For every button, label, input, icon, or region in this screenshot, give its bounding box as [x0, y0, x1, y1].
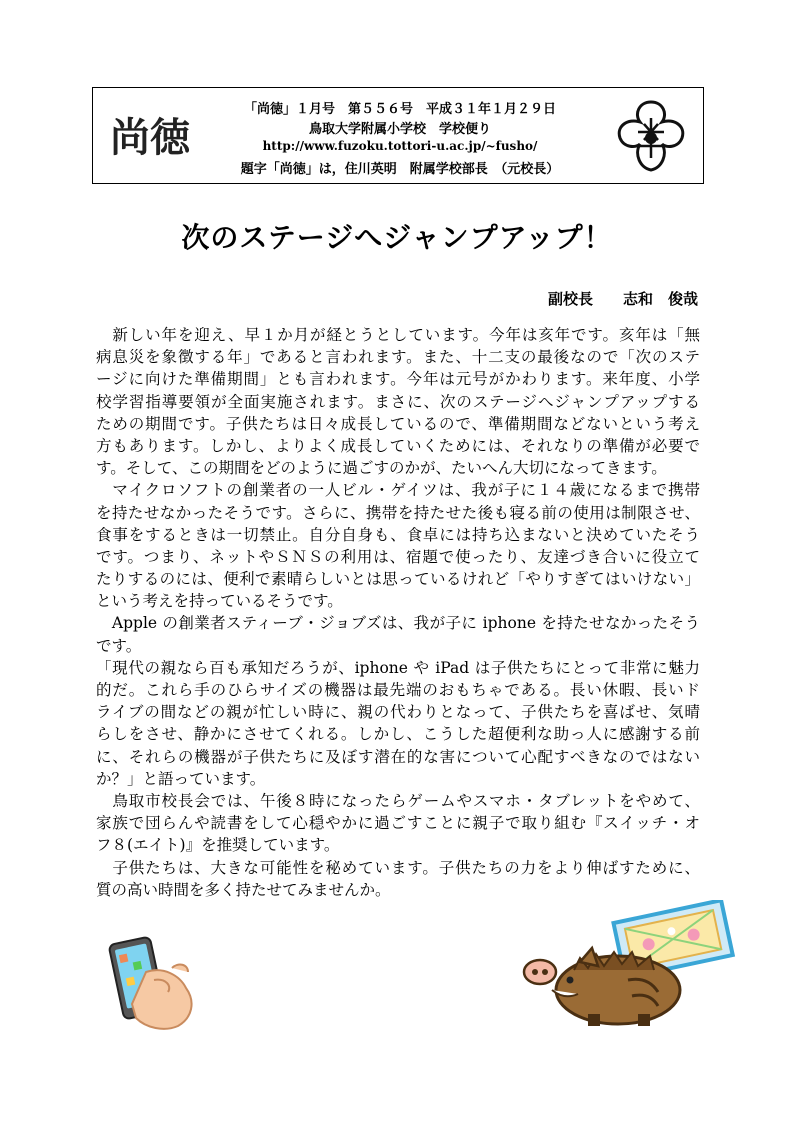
body-line: マイクロソフトの創業者の一人ビル・ゲイツは、我が子に１４歳になるまで携帯: [96, 481, 700, 500]
body-line: フ８(エイト)』を推奨しています。: [96, 836, 340, 855]
school-url[interactable]: http://www.fuzoku.tottori-u.ac.jp/~fusho/: [262, 139, 538, 153]
body-line: ライブの間などの親が忙しい時に、親の代わりとなって、子供たちを喜ばせ、気晴: [96, 703, 700, 722]
body-line: 「現代の親なら百も承知だろうが、iphone や iPad は子供たちにとって非常に魅力: [96, 658, 700, 677]
wild-boar-icon: [518, 900, 742, 1030]
body-line: 鳥取市校長会では、午後８時になったらゲームやスマホ・タブレットをやめて、: [96, 791, 700, 810]
body-line: す。そして、この期間をどのように過ごすのかが、たいへん大切になってきます。: [96, 459, 667, 478]
body-line: です。つまり、ネットやＳＮＳの利用は、宿題で使ったり、友達づき合いに役立て: [96, 547, 700, 566]
school-emblem-icon: [608, 96, 694, 176]
body-line: か？」と語っています。: [96, 769, 266, 788]
body-line: 質の高い時間を多く持たせてみませんか。: [96, 880, 391, 899]
body-line: に、それらの機器が子供たちに及ぼす潜在的な害について心配すべきなのではない: [96, 747, 700, 766]
body-line: という考えを持っているそうです。: [96, 592, 343, 611]
calligraphy-logo: [100, 99, 200, 171]
body-line: 新しい年を迎え、早１か月が経とうとしています。今年は亥年です。亥年は「無: [96, 326, 700, 344]
article-author: 副校長 志和 俊哉: [547, 290, 698, 308]
body-line: です。: [96, 636, 142, 655]
body-line: を持たせなかったそうです。さらに、携帯を持たせた後も寝る前の使用は制限させ、: [96, 503, 700, 522]
body-line: 病息災を象徴する年」であると言われます。また、十二支の最後なので「次のステ: [96, 348, 700, 367]
body-line: たりするのには、便利で素晴らしいとは思っているけれど「やりすぎてはいけない」: [96, 570, 700, 589]
body-line: ための期間です。子供たちは日々成長しているので、準備期間などないという考え: [96, 414, 700, 433]
school-name: 鳥取大学附属小学校 学校便り: [308, 122, 491, 137]
body-line: ージに向けた準備期間」とも言われます。今年は元号がかわります。来年度、小学: [96, 370, 700, 389]
body-line: 校学習指導要領が全面実施されます。まさに、次のステージへジャンプアップする: [96, 392, 700, 411]
body-line: 家族で団らんや読書をして心穏やかに過ごすことに親子で取り組む『スイッチ・オ: [96, 814, 700, 833]
calligraphy-logo-text: 尚徳: [110, 114, 190, 161]
body-line: らしをさせ、静かにさせてくれる。しかし、こうした超便利な助っ人に感謝する前: [96, 725, 700, 744]
calligraphy-credit: 題字「尚徳」は，住川英明 附属学校部長 （元校長）: [240, 162, 560, 177]
issue-line: 「尚徳」１月号 第５５６号 平成３１年１月２９日: [243, 102, 556, 117]
body-line: Apple の創業者スティーブ・ジョブズは、我が子に iphone を持たせなかったそう: [96, 614, 700, 633]
body-line: 食事をするときは一切禁止。自分自身も、食卓には持ち込まないと決めていたそう: [96, 525, 700, 544]
article-body: [96, 324, 700, 901]
body-line: 方もあります。しかし、よりよく成長していくためには、それなりの準備が必要で: [96, 436, 700, 455]
body-line: 的だ。これら手のひらサイズの機器は最先端のおもちゃである。長い休暇、長いド: [96, 681, 700, 699]
body-line: 子供たちは、大きな可能性を秘めています。子供たちの力をより伸ばすために、: [96, 858, 700, 877]
smartphone-hand-icon: [106, 932, 212, 1032]
article-title: 次のステージへジャンプアップ！: [181, 221, 613, 254]
